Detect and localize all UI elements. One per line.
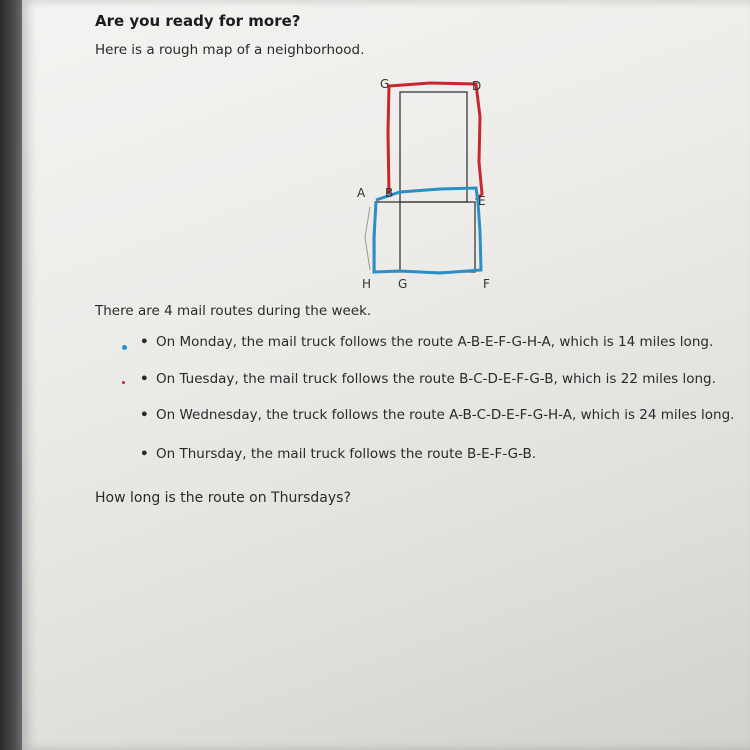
- blue-route-path: [374, 188, 481, 273]
- question-text: How long is the route on Thursdays?: [95, 490, 351, 506]
- routes-intro-text: There are 4 mail routes during the week.: [95, 303, 372, 319]
- bullet-icon: •: [140, 446, 149, 462]
- map-label-g: G: [398, 277, 408, 291]
- map-label-b: B: [385, 186, 394, 200]
- map-label-h: H: [362, 277, 372, 291]
- map-label-f: F: [483, 277, 490, 291]
- route-item-tuesday: [140, 371, 716, 387]
- route-text: On Monday, the mail truck follows the route A-B-E-F-G-H-A, which is 14 miles long.: [156, 334, 714, 350]
- route-text: On Wednesday, the truck follows the route A-B-C-D-E-F-G-H-A, which is 24 miles long.: [156, 407, 735, 423]
- bullet-icon: •: [140, 371, 149, 387]
- map-upper-block: [400, 92, 467, 202]
- map-label-a: A: [357, 186, 366, 200]
- route-text: On Thursday, the mail truck follows the route B-E-F-G-B.: [156, 446, 537, 462]
- map-label-e: E: [478, 194, 486, 208]
- red-pen-mark: [122, 381, 125, 384]
- bullet-icon: •: [140, 407, 149, 423]
- route-item-wednesday: [140, 407, 734, 423]
- route-item-thursday: [140, 446, 536, 462]
- route-text: On Tuesday, the mail truck follows the route B-C-D-E-F-G-B, which is 22 miles long.: [156, 371, 716, 387]
- map-lower-block: [375, 202, 475, 272]
- map-label-top-right: D: [472, 79, 482, 93]
- book-spine: [0, 0, 22, 750]
- red-route-path: [388, 83, 482, 200]
- route-item-monday: [140, 334, 713, 350]
- pencil-sketch-line: [365, 207, 370, 270]
- blue-pen-mark: [122, 345, 127, 350]
- section-heading: Are you ready for more?: [95, 12, 301, 30]
- bullet-icon: •: [140, 334, 149, 350]
- neighborhood-map: [330, 72, 520, 297]
- intro-text: Here is a rough map of a neighborhood.: [95, 42, 365, 58]
- map-label-top-left: G: [380, 77, 390, 91]
